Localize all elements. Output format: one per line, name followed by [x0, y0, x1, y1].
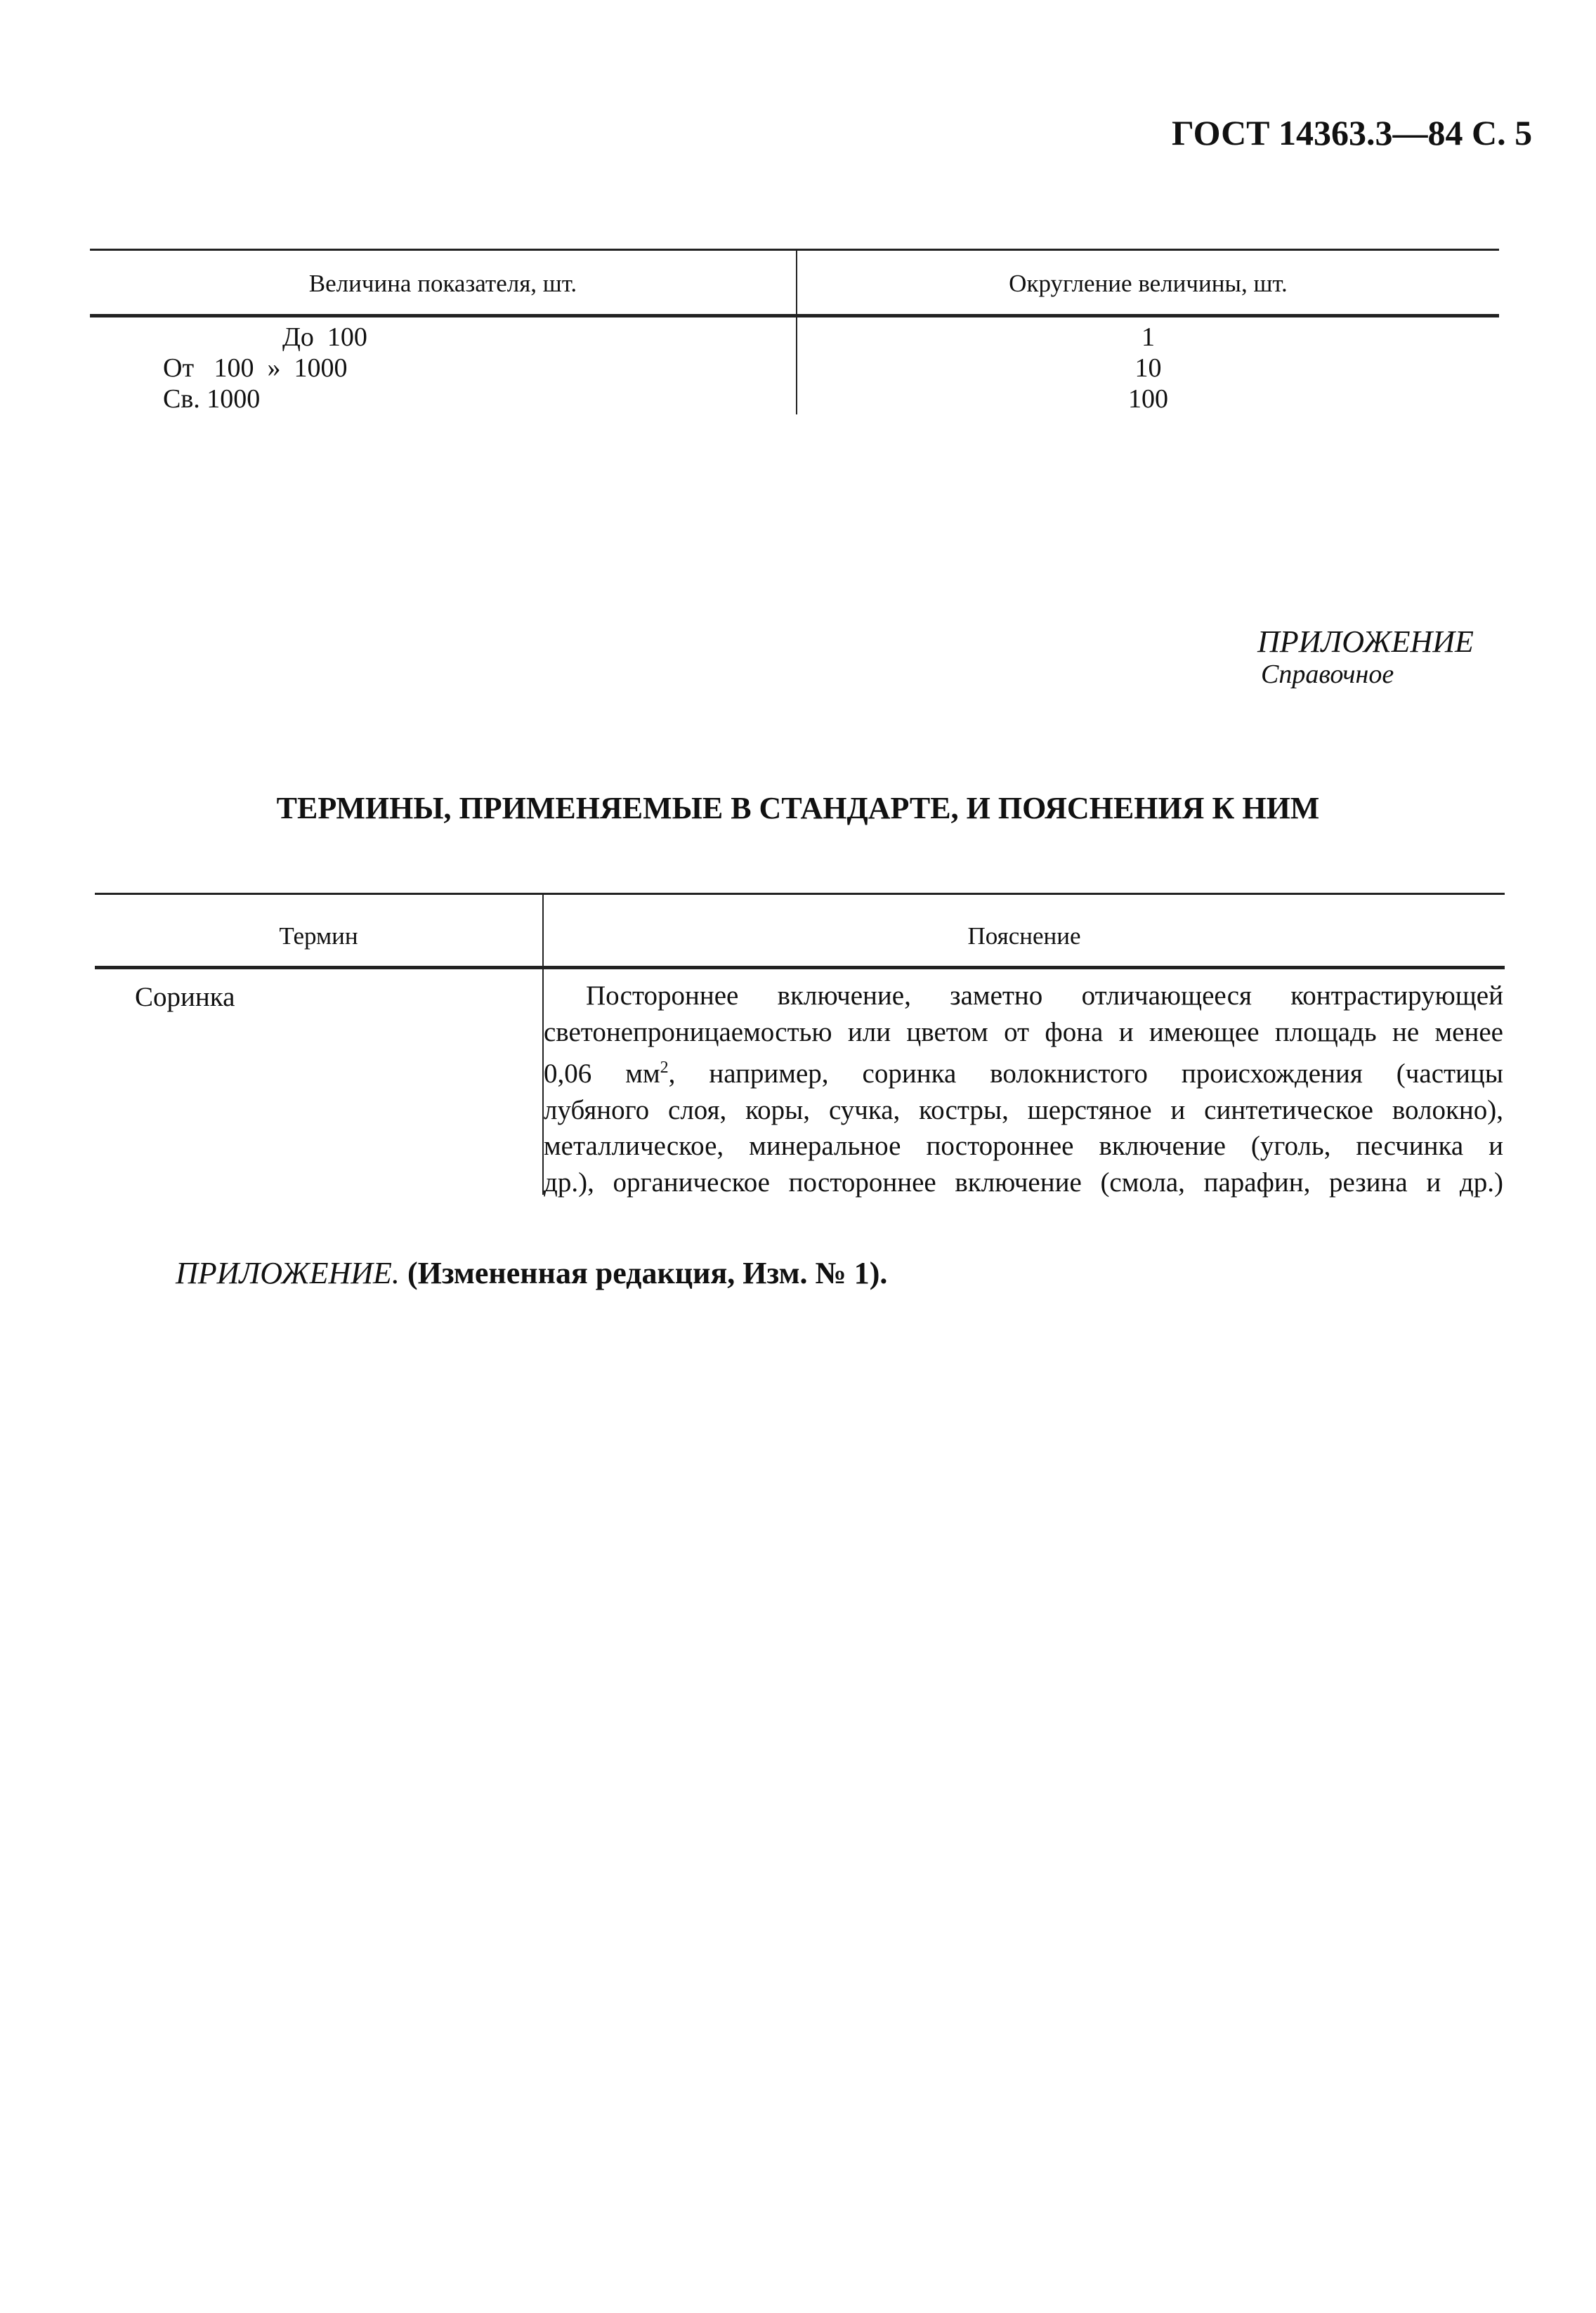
- area-exponent: 2: [660, 1059, 669, 1077]
- table1-header-value: Величина показателя, шт.: [308, 270, 577, 297]
- explanation-line: [544, 1050, 1503, 1092]
- amendment-note: [176, 1255, 887, 1291]
- table1-row-rounding: 100: [1128, 384, 1168, 414]
- explanation-line: др.), органическое постороннее включение (смола, парафин, резина и др.): [544, 1167, 1503, 1198]
- table2-top-rule: [95, 893, 1505, 895]
- explanation-line: металлическое, минеральное постороннее включение (уголь, песчинка и: [544, 1131, 1503, 1161]
- area-value: 0,06 мм: [544, 1059, 660, 1089]
- table1-header-rule: [90, 314, 1499, 317]
- table1-header-rounding: Округление величины, шт.: [1009, 270, 1288, 297]
- table1-top-rule: [90, 249, 1499, 251]
- appendix-label: ПРИЛОЖЕНИЕ: [1257, 624, 1474, 659]
- table1-row-value: От 100 » 1000: [163, 353, 348, 383]
- amendment-note-text: (Измененная редакция, Изм. № 1).: [399, 1256, 888, 1290]
- amendment-note-label: ПРИЛОЖЕНИЕ.: [176, 1256, 400, 1290]
- table2-header-term: Термин: [279, 922, 358, 950]
- table1-row-rounding: 1: [1142, 322, 1155, 352]
- explanation-line: Постороннее включение, заметно отличающееся контрастирующей: [586, 981, 1503, 1011]
- table2-header-rule: [95, 966, 1505, 969]
- explanation-line: лубяного слоя, коры, сучка, костры, шерстяное и синтетическое волокно),: [544, 1094, 1503, 1125]
- table1-row-value: До 100: [282, 322, 367, 352]
- explanation-line-rest: , например, соринка волокнистого происхождения (частицы: [668, 1059, 1504, 1089]
- table2-explanation: [544, 978, 1503, 1200]
- page-header: ГОСТ 14363.3—84 С. 5: [1172, 113, 1533, 152]
- table2-term: Соринка: [135, 982, 235, 1012]
- section-title: ТЕРМИНЫ, ПРИМЕНЯЕМЫЕ В СТАНДАРТЕ, И ПОЯСНЕНИЯ К НИМ: [276, 791, 1320, 825]
- table1-row-rounding: 10: [1134, 353, 1162, 383]
- table2-header-explanation: Пояснение: [967, 922, 1081, 950]
- explanation-line: светонепроницаемостью или цветом от фона и имеющее площадь не менее: [544, 1016, 1503, 1047]
- appendix-sublabel: Справочное: [1261, 660, 1394, 689]
- table1-row-value: Св. 1000: [163, 384, 261, 414]
